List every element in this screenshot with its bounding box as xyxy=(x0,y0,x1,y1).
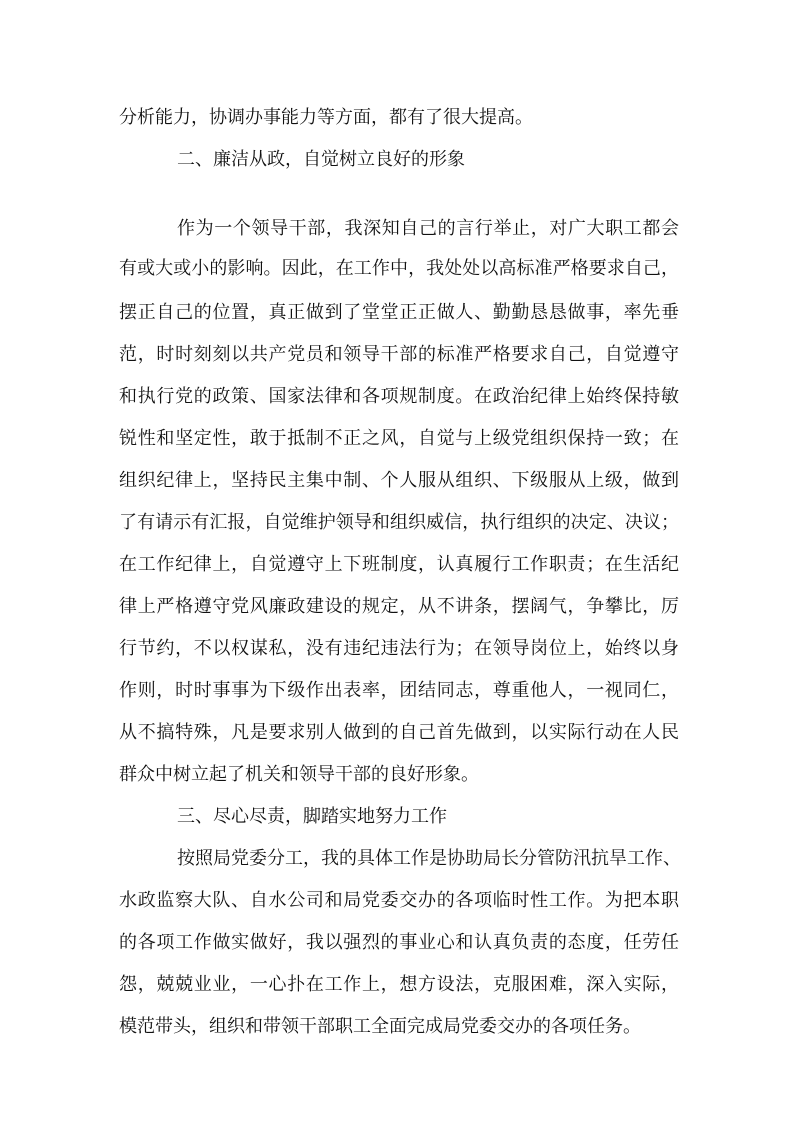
text-line: 在工作纪律上，自觉遵守上下班制度，认真履行工作职责；在生活纪 xyxy=(119,554,679,575)
text-line: 按照局党委分工，我的具体工作是协助局长分管防汛抗旱工作、 xyxy=(177,848,681,869)
text-line: 从不搞特殊，凡是要求别人做到的自己首先做到，以实际行动在人民 xyxy=(119,722,679,743)
section-heading: 二、廉洁从政，自觉树立良好的形象 xyxy=(177,149,465,170)
section-heading: 三、尽心尽责，脚踏实地努力工作 xyxy=(177,806,447,827)
text-line: 作则，时时事事为下级作出表率，团结同志，尊重他人，一视同仁， xyxy=(119,680,679,701)
text-line: 锐性和坚定性，敢于抵制不正之风，自觉与上级党组织保持一致；在 xyxy=(119,428,679,449)
text-line: 群众中树立起了机关和领导干部的良好形象。 xyxy=(119,764,479,785)
text-line: 了有请示有汇报，自觉维护领导和组织威信，执行组织的决定、决议； xyxy=(119,512,679,533)
text-line: 组织纪律上，坚持民主集中制、个人服从组织、下级服从上级，做到 xyxy=(119,470,679,491)
text-line: 作为一个领导干部，我深知自己的言行举止，对广大职工都会 xyxy=(177,218,679,239)
text-line: 模范带头，组织和带领干部职工全面完成局党委交办的各项任务。 xyxy=(119,1016,641,1037)
text-line: 水政监察大队、自水公司和局党委交办的各项临时性工作。为把本职 xyxy=(119,890,679,911)
text-line: 摆正自己的位置，真正做到了堂堂正正做人、勤勤恳恳做事，率先垂 xyxy=(119,302,679,323)
text-line: 怨，兢兢业业，一心扑在工作上，想方设法，克服困难，深入实际， xyxy=(119,974,679,995)
text-line: 分析能力，协调办事能力等方面，都有了很大提高。 xyxy=(119,107,533,128)
text-line: 律上严格遵守党风廉政建设的规定，从不讲条，摆阔气，争攀比，厉 xyxy=(119,596,679,617)
text-line: 范，时时刻刻以共产党员和领导干部的标准严格要求自己，自觉遵守 xyxy=(119,344,679,365)
text-line: 行节约，不以权谋私，没有违纪违法行为；在领导岗位上，始终以身 xyxy=(119,638,679,659)
text-line: 有或大或小的影响。因此，在工作中，我处处以高标准严格要求自己， xyxy=(119,258,679,279)
text-line: 的各项工作做实做好，我以强烈的事业心和认真负责的态度，任劳任 xyxy=(119,932,679,953)
text-line: 和执行党的政策、国家法律和各项规制度。在政治纪律上始终保持敏 xyxy=(119,386,679,407)
